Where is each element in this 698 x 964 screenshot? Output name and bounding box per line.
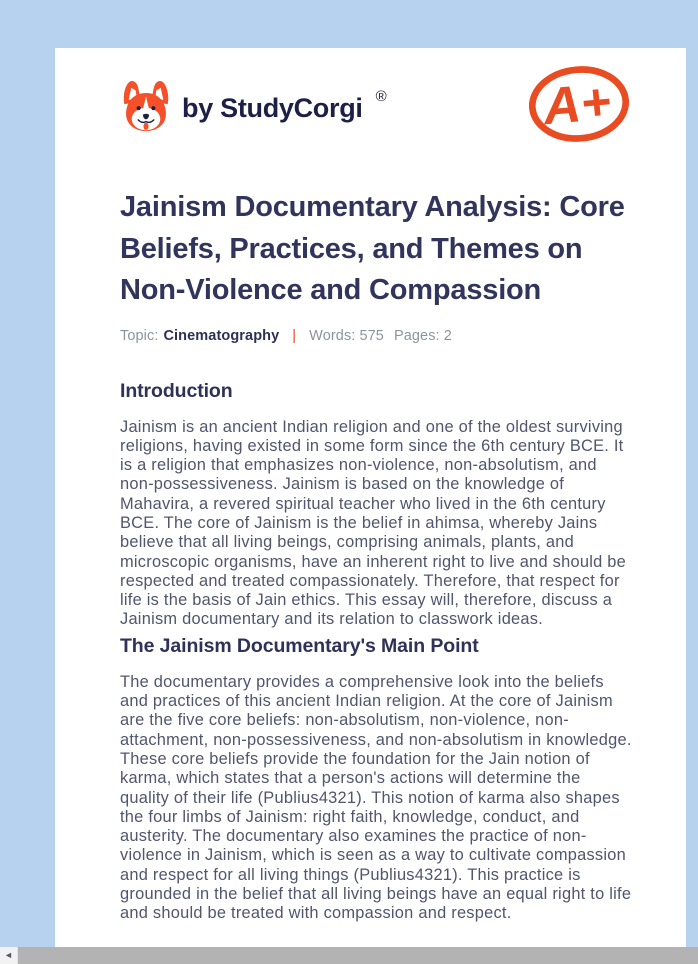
pages-count: Pages: 2 xyxy=(393,327,452,344)
scrollbar-thumb[interactable] xyxy=(18,947,698,964)
section-body-main-point: The documentary provides a comprehensive look into the beliefs and practices of this ancient Indian religion. At the core of Jainism are the five core beliefs: non-absolutism, non-violence, non-attachment, non-possessiveness, and non-absolutism in knowledge. These core beliefs provide the foundation for the Jain notion of karma, which states that a person's actions will determine the quality of their life (Publius4321). This notion of karma also shapes the four limbs of Jainism: right faith, knowledge, conduct, and austerity. The documentary also examines the practice of non-violence in Jainism, which is seen as a way to cultivate compassion and respect for all living things (Publius4321). This practice is grounded in the belief that all living beings have an equal right to life and should be treated with compassion and respect. xyxy=(120,672,632,923)
studycorgi-brand[interactable] xyxy=(120,78,387,139)
a-plus-grade-badge-icon xyxy=(526,62,632,146)
words-count: Words: 575 xyxy=(309,327,384,344)
topic-label: Topic: xyxy=(120,327,159,344)
corgi-logo-icon xyxy=(120,78,172,139)
brand-text: by StudyCorgi xyxy=(182,93,363,123)
page-title: Jainism Documentary Analysis: Core Beliefs, Practices, and Themes on Non-Violence and Compassion xyxy=(120,191,625,306)
registered-mark: ® xyxy=(375,88,387,105)
page-header xyxy=(120,71,632,146)
section-body-introduction: Jainism is an ancient Indian religion and one of the oldest surviving religions, having existed in some form since the 6th century BCE. It is a religion that emphasizes non-violence, non-absolutism, and non-possessiveness. Jainism is based on the knowledge of Mahavira, a revered spiritual teacher who lived in the 6th century BCE. The core of Jainism is the belief in ahimsa, whereby Jains believe that all living beings, comprising animals, plants, and microscopic organisms, have an inherent right to live and should be respected and treated compassionately. Therefore, that respect for life is the basis of Jain ethics. This essay will, therefore, discuss a Jainism documentary and its relation to classwork ideas. xyxy=(120,417,627,629)
meta-separator: | xyxy=(292,327,297,344)
scroll-left-arrow-icon[interactable]: ◄ xyxy=(0,947,17,964)
section-heading-introduction: Introduction xyxy=(120,379,233,402)
document-card xyxy=(55,48,686,964)
section-heading-main-point: The Jainism Documentary's Main Point xyxy=(120,634,479,657)
article-meta xyxy=(120,328,632,344)
a-plus-text: A+ xyxy=(540,71,614,136)
topic-link[interactable]: Cinematography xyxy=(163,327,280,344)
horizontal-scrollbar[interactable] xyxy=(0,947,698,964)
